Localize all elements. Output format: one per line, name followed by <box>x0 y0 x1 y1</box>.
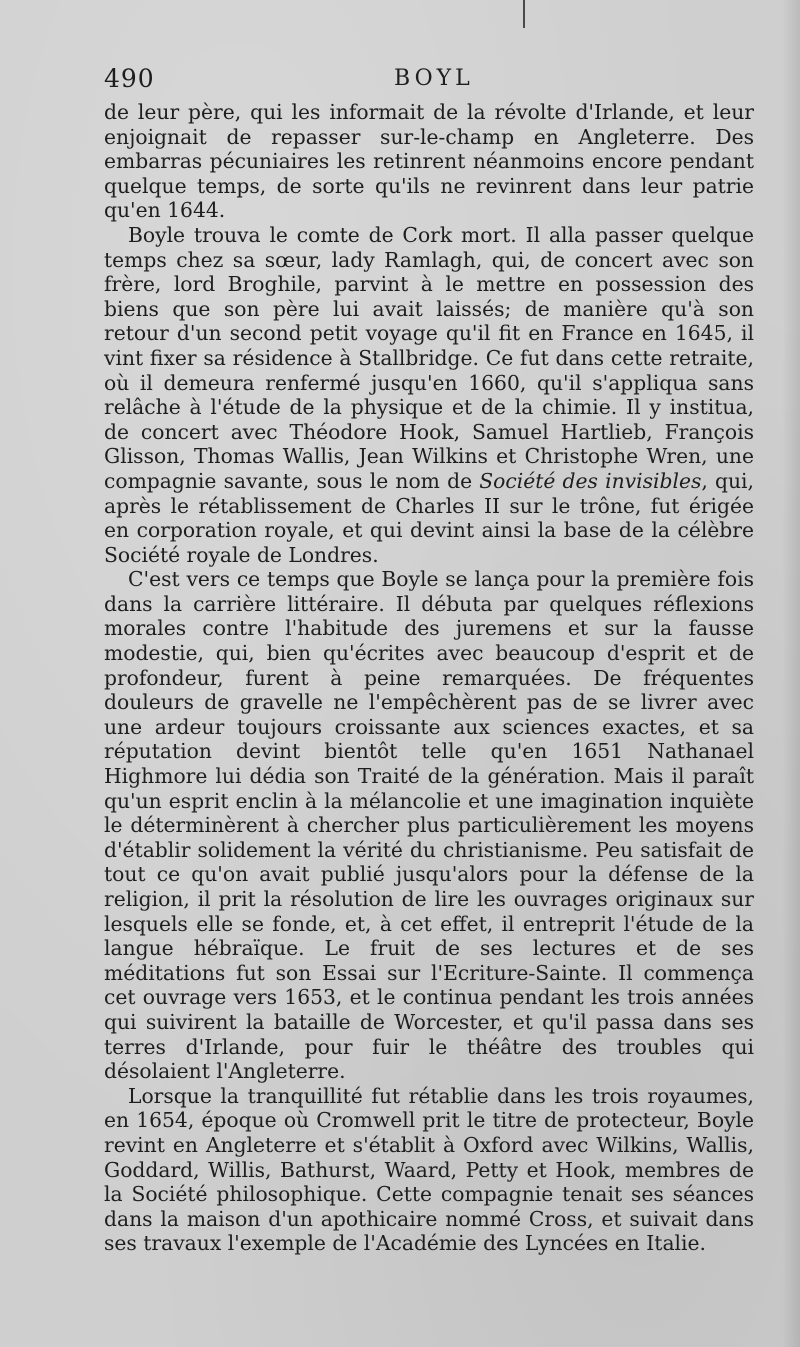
running-head <box>104 64 754 98</box>
page-number: 490 <box>104 64 155 93</box>
body-text <box>104 100 754 1256</box>
page-edge-mark <box>523 0 525 28</box>
paragraph-literary-career <box>104 567 754 1083</box>
paragraph-text: C'est vers ce temps que Boyle se lança pour la première fois dans la carrière littéraire. Il débuta par quelques réflexions morales contre l'habitude des juremens et sur la fausse modestie, qui, bien qu'écrites avec beaucoup d'esprit et de profondeur, furent à peine remarquées. De fréquentes douleurs de gravelle ne l'empêchèrent pas de se livrer avec une ardeur toujours croissante aux sciences exactes, et sa réputation devint bientôt telle qu'en 1651 Nathanael Highmore lui dédia son Traité de la génération. Mais il paraît qu'un esprit enclin à la mélancolie et une imagination inquiète le déterminèrent à chercher plus particulièrement les moyens d'établir solidement la vérité du christianisme. Peu satisfait de tout ce qu'on avait publié jusqu'alors pour la défense de la religion, il prit la résolution de lire les ouvrages originaux sur lesquels elle se fonde, et, à cet effet, il entreprit l'étude de la langue hébraïque. Le fruit de ses lectures et de ses méditations fut son Essai sur l'Ecriture-Sainte. Il commença cet ouvrage vers 1653, et le continua pendant les trois années qui suivirent la bataille de Worcester, et qu'il passa dans ses terres d'Irlande, pour fuir le théâtre des troubles qui désolaient l'Angleterre. <box>104 567 754 1084</box>
paragraph-text: Boyle trouva le comte de Cork mort. Il alla passer quelque temps chez sa sœur, lady Ramlagh, qui, de concert avec son frère, lord Broghile, parvint à le mettre en possession des biens que son père lui avait laissés; de manière qu'à son retour d'un second petit voyage qu'il fit en France en 1645, il vint fixer sa résidence à Stallbridge. Ce fut dans cette retraite, où il demeura renfermé jusqu'en 1660, qu'il s'appliqua sans relâche à l'étude de la physique et de la chimie. Il y institua, de concert avec Théodore Hook, Samuel Hartlieb, François Glisson, Thomas Wallis, Jean Wilkins et Christophe Wren, une compagnie savante, sous le nom de <box>104 222 754 493</box>
book-page <box>104 64 754 1256</box>
paragraph-text: de leur père, qui les informait de la révolte d'Irlande, et leur enjoignait de repasser sur-le-champ en Angleterre. Des embarras pécuniaires les retinrent néanmoins encore pendant quelque temps, de sorte qu'ils ne revinrent dans leur patrie qu'en 1644. <box>104 100 754 223</box>
paragraph-text: Lorsque la tranquillité fut rétablie dans les trois royaumes, en 1654, époque où Cromwell prit le titre de protecteur, Boyle revint en Angleterre et s'établit à Oxford avec Wilkins, Wallis, Goddard, Willis, Bathurst, Waard, Petty et Hook, membres de la Société philosophique. Cette compagnie tenait ses séances dans la maison d'un apothicaire nommé Cross, et suivait dans ses travaux l'exemple de l'Académie des Lyncées en Italie. <box>104 1083 754 1256</box>
paragraph-continuation <box>104 100 754 223</box>
paragraph-text: , qui, après le rétablissement de Charles II sur le trône, fut érigée en corporation royale, et qui devint ainsi la base de la célèbre Société royale de Londres. <box>104 468 754 567</box>
running-title: BOYL <box>394 66 474 91</box>
paragraph-cork <box>104 223 754 567</box>
page-edge-shadow <box>782 0 800 1347</box>
paragraph-oxford <box>104 1084 754 1256</box>
society-name-italic: Société des invisibles <box>479 468 702 493</box>
